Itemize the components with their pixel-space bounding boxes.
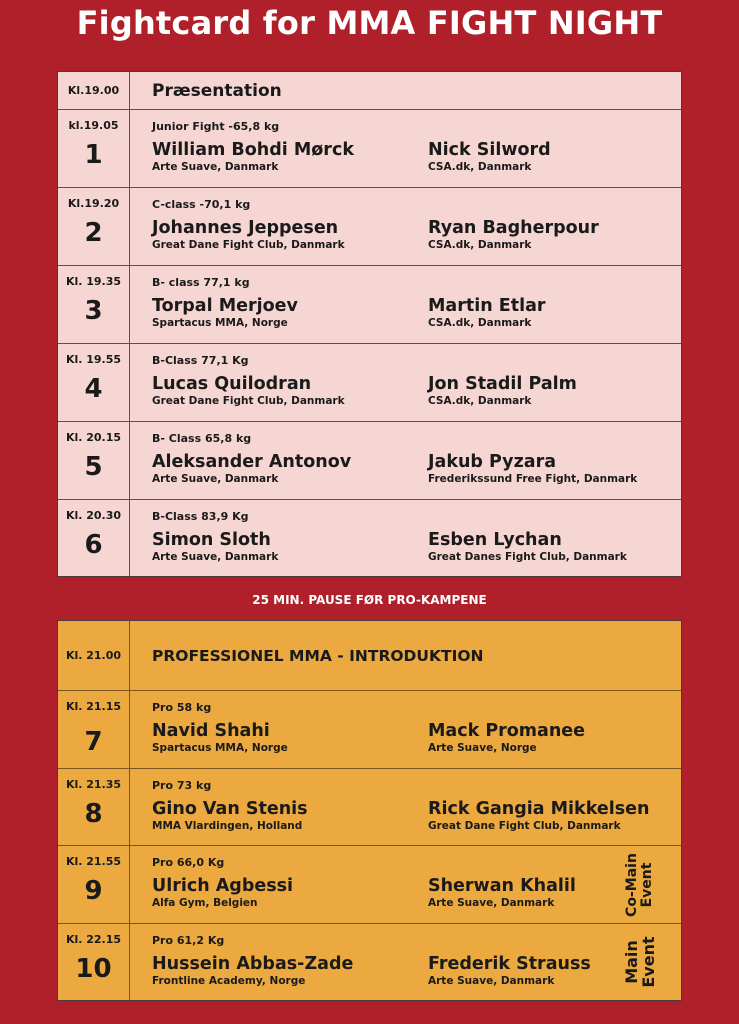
weight-class: B-Class 77,1 Kg <box>152 354 249 367</box>
fighter-blue <box>428 218 599 251</box>
time-cell <box>58 621 130 690</box>
time-cell <box>58 422 130 499</box>
fighter-blue <box>428 954 591 987</box>
fighter-name: Nick Silword <box>428 140 551 160</box>
table-row <box>58 72 681 110</box>
fighter-name: Esben Lychan <box>428 530 562 550</box>
table-row <box>58 500 681 576</box>
fighter-club: Alfa Gym, Belgien <box>152 897 258 909</box>
main-cell <box>130 769 681 845</box>
fight-time: Kl. 21.00 <box>65 649 122 662</box>
weight-class: Pro 58 kg <box>152 701 212 714</box>
event-label-line: Event <box>639 862 655 907</box>
event-label-line: Event <box>639 936 658 988</box>
main-cell <box>130 422 681 499</box>
fighter-club: Arte Suave, Danmark <box>428 897 555 909</box>
fighter-club: Arte Suave, Norge <box>428 742 537 754</box>
pro-fightcard-table <box>57 620 682 1001</box>
fighter-name: Lucas Quilodran <box>152 374 312 394</box>
fighter-club: CSA.dk, Danmark <box>428 317 532 329</box>
section-heading: Præsentation <box>152 80 282 101</box>
fight-number: 8 <box>84 799 103 829</box>
section-heading: PROFESSIONEL MMA - INTRODUKTION <box>152 646 484 665</box>
fighter-club: CSA.dk, Danmark <box>428 239 532 251</box>
main-cell <box>130 500 681 576</box>
fighter-club: Spartacus MMA, Norge <box>152 742 288 754</box>
time-cell <box>58 344 130 421</box>
main-cell <box>130 344 681 421</box>
fight-number: 9 <box>84 876 103 906</box>
fighter-red <box>152 452 351 485</box>
fight-time: Kl.19.00 <box>67 84 120 97</box>
main-cell <box>130 72 681 109</box>
time-cell <box>58 846 130 923</box>
fighter-name: Torpal Merjoev <box>152 296 298 316</box>
event-label-line: Main <box>622 940 641 984</box>
fighter-red <box>152 876 293 909</box>
fighter-red <box>152 218 345 251</box>
time-cell <box>58 266 130 343</box>
fighter-club: CSA.dk, Danmark <box>428 161 532 173</box>
amateur-fightcard-table <box>57 71 682 577</box>
fighter-name: Ulrich Agbessi <box>152 876 294 896</box>
fighter-blue <box>428 140 551 173</box>
fighter-club: Arte Suave, Danmark <box>428 975 555 987</box>
fighter-club: Frederikssund Free Fight, Danmark <box>428 473 638 485</box>
fighter-blue <box>428 721 585 754</box>
fighter-name: Gino Van Stenis <box>152 799 308 819</box>
co-main-event-label <box>625 850 655 920</box>
weight-class: Junior Fight -65,8 kg <box>152 120 280 133</box>
fighter-blue <box>428 452 637 485</box>
fighter-red <box>152 954 353 987</box>
fight-time: Kl.19.20 <box>67 197 120 210</box>
main-event-label <box>623 927 657 997</box>
fight-number: 7 <box>84 727 103 757</box>
table-row <box>58 344 681 422</box>
weight-class: B- Class 65,8 kg <box>152 432 252 445</box>
fighter-club: MMA Vlardingen, Holland <box>152 820 303 832</box>
fighter-red <box>152 799 308 832</box>
fighter-red <box>152 374 345 407</box>
fighter-red <box>152 530 278 563</box>
fighter-blue <box>428 876 576 909</box>
fighter-club: Great Dane Fight Club, Danmark <box>152 239 345 251</box>
time-cell <box>58 188 130 265</box>
fighter-name: Aleksander Antonov <box>152 452 352 472</box>
table-row <box>58 769 681 846</box>
fight-time: kl.19.05 <box>68 119 119 132</box>
fighter-red <box>152 140 354 173</box>
fight-time: Kl. 19.35 <box>65 275 122 288</box>
pause-notice: 25 MIN. PAUSE FØR PRO-KAMPENE <box>252 593 487 607</box>
fight-number: 5 <box>84 452 103 482</box>
fighter-name: Navid Shahi <box>152 721 270 741</box>
weight-class: Pro 66,0 Kg <box>152 856 225 869</box>
table-row <box>58 422 681 500</box>
fighter-blue <box>428 530 627 563</box>
main-cell <box>130 621 681 690</box>
fighter-name: William Bohdi Mørck <box>152 140 354 160</box>
fight-time: Kl. 21.15 <box>65 700 122 713</box>
weight-class: B- class 77,1 kg <box>152 276 250 289</box>
main-cell <box>130 110 681 187</box>
weight-class: Pro 61,2 Kg <box>152 934 225 947</box>
fight-number: 10 <box>75 954 112 984</box>
fight-number: 3 <box>84 296 103 326</box>
table-row <box>58 691 681 769</box>
fighter-name: Jon Stadil Palm <box>428 374 577 394</box>
fight-time: Kl. 20.30 <box>65 509 122 522</box>
fighter-club: Frontline Academy, Norge <box>152 975 306 987</box>
fight-time: Kl. 21.55 <box>65 855 122 868</box>
fighter-name: Rick Gangia Mikkelsen <box>428 799 650 819</box>
fighter-name: Simon Sloth <box>152 530 271 550</box>
fighter-name: Ryan Bagherpour <box>428 218 599 238</box>
fighter-name: Hussein Abbas-Zade <box>152 954 354 974</box>
fighter-club: Arte Suave, Danmark <box>152 473 279 485</box>
fight-number: 1 <box>84 140 103 170</box>
fighter-blue <box>428 799 649 832</box>
fighter-club: Great Danes Fight Club, Danmark <box>428 551 627 563</box>
time-cell <box>58 500 130 576</box>
fighter-club: CSA.dk, Danmark <box>428 395 532 407</box>
fight-time: Kl. 21.35 <box>65 778 122 791</box>
fighter-red <box>152 721 288 754</box>
main-cell <box>130 924 681 1000</box>
main-cell <box>130 266 681 343</box>
fight-number: 2 <box>84 218 103 248</box>
time-cell <box>58 72 130 109</box>
fighter-name: Johannes Jeppesen <box>152 218 339 238</box>
fighter-name: Frederik Strauss <box>428 954 591 974</box>
time-cell <box>58 924 130 1000</box>
fighter-red <box>152 296 298 329</box>
main-cell <box>130 188 681 265</box>
fighter-club: Great Dane Fight Club, Danmark <box>152 395 345 407</box>
time-cell <box>58 110 130 187</box>
table-row <box>58 266 681 344</box>
fighter-name: Martin Etlar <box>428 296 546 316</box>
fight-time: Kl. 20.15 <box>65 431 122 444</box>
table-row <box>58 188 681 266</box>
weight-class: Pro 73 kg <box>152 779 212 792</box>
time-cell <box>58 769 130 845</box>
fighter-name: Jakub Pyzara <box>428 452 557 472</box>
fighter-blue <box>428 374 577 407</box>
fighter-name: Sherwan Khalil <box>428 876 576 896</box>
main-cell <box>130 691 681 768</box>
main-cell <box>130 846 681 923</box>
table-row <box>58 110 681 188</box>
table-row <box>58 924 681 1000</box>
table-row <box>58 846 681 924</box>
fight-time: Kl. 19.55 <box>65 353 122 366</box>
fighter-club: Spartacus MMA, Norge <box>152 317 288 329</box>
fight-time: Kl. 22.15 <box>65 933 122 946</box>
fighter-name: Mack Promanee <box>428 721 586 741</box>
fight-number: 6 <box>84 530 103 560</box>
fight-number: 4 <box>84 374 103 404</box>
fighter-blue <box>428 296 546 329</box>
time-cell <box>58 691 130 768</box>
fighter-club: Arte Suave, Danmark <box>152 161 279 173</box>
fighter-club: Arte Suave, Danmark <box>152 551 279 563</box>
event-label-line: Co-Main <box>624 852 640 917</box>
fighter-club: Great Dane Fight Club, Danmark <box>428 820 621 832</box>
weight-class: B-Class 83,9 Kg <box>152 510 249 523</box>
page-title: Fightcard for MMA FIGHT NIGHT <box>76 4 663 42</box>
table-row <box>58 621 681 691</box>
weight-class: C-class -70,1 kg <box>152 198 251 211</box>
